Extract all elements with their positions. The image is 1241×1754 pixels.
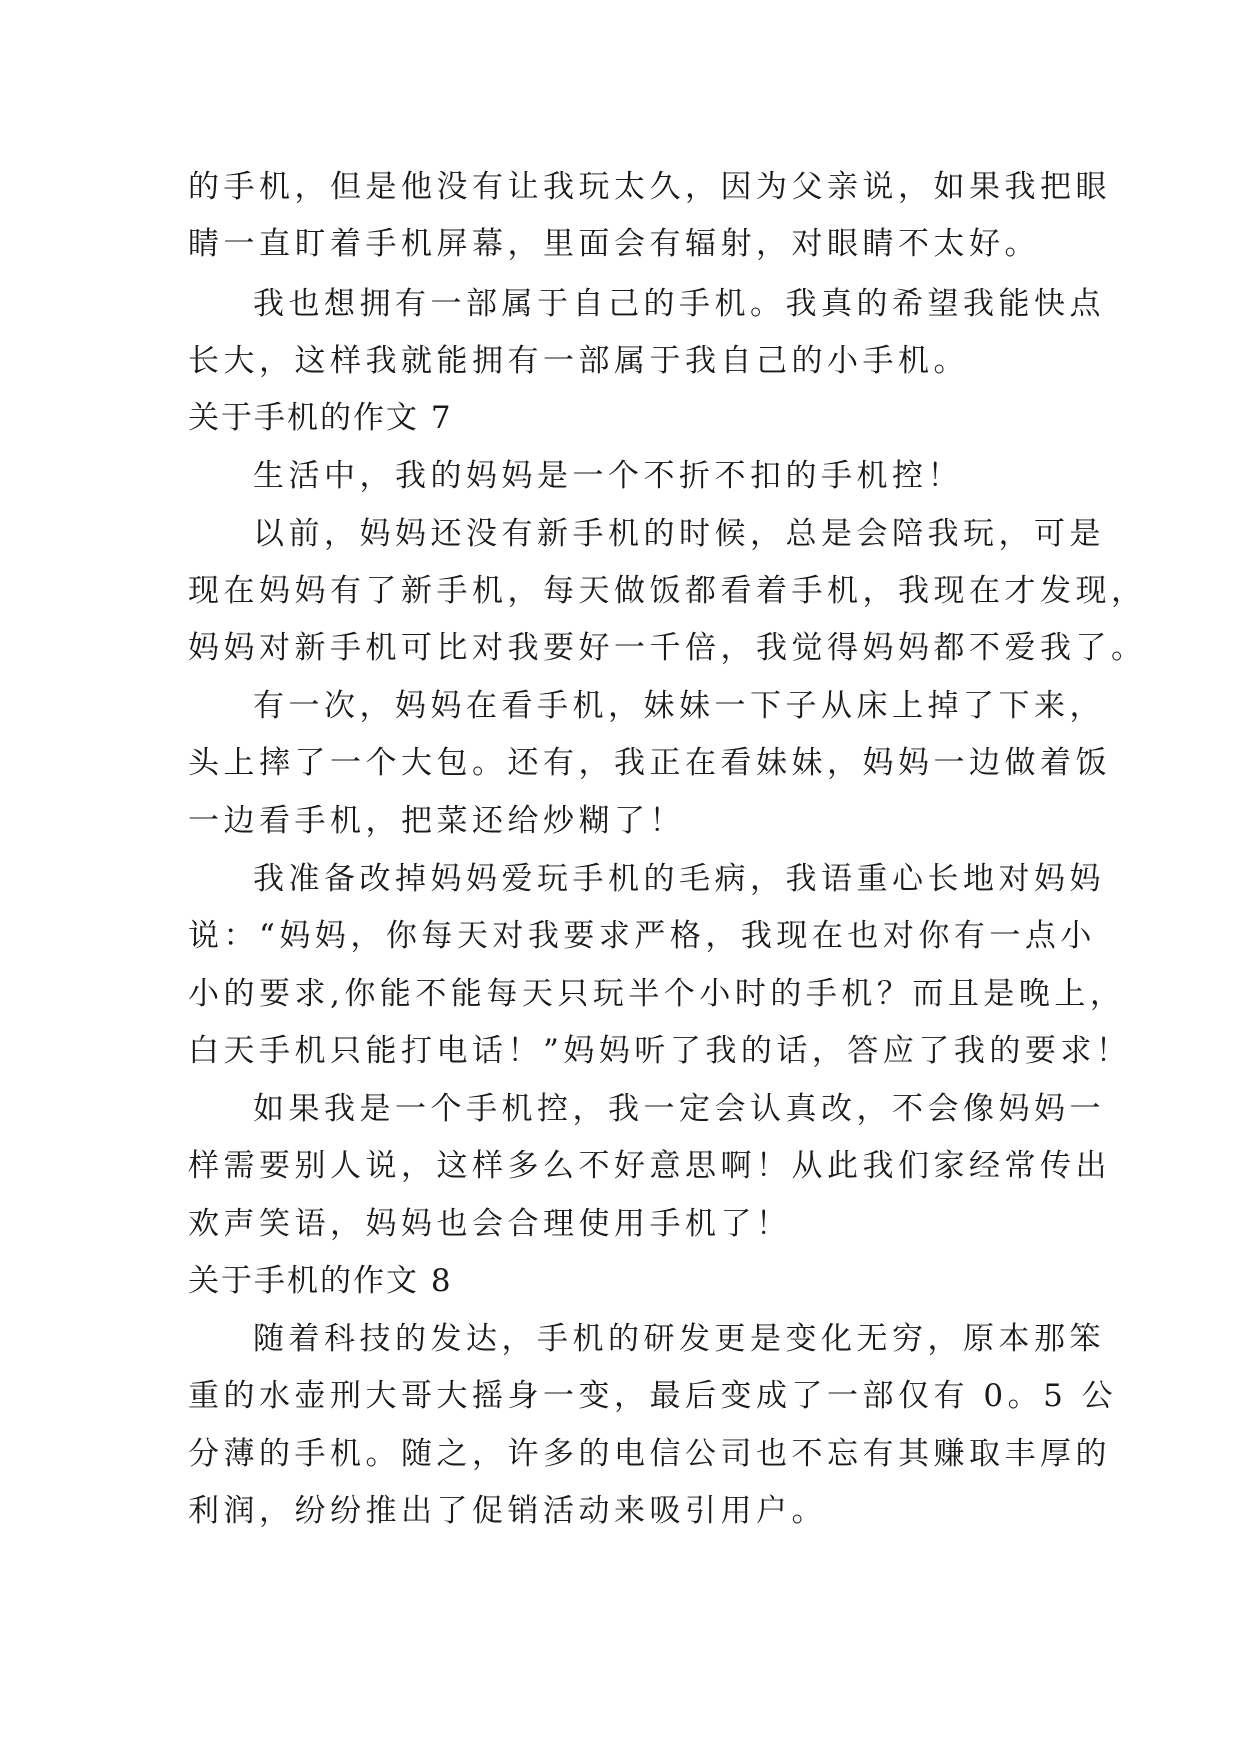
paragraph-line: 一边看手机，把菜还给炒糊了！	[188, 803, 685, 839]
paragraph-line: 长大，这样我就能拥有一部属于我自己的小手机。	[188, 343, 969, 379]
section-heading: 关于手机的作文 8	[188, 1263, 453, 1299]
paragraph-line: 小的要求,你能不能每天只玩半个小时的手机？而且是晚上，	[188, 976, 1126, 1012]
section-heading: 关于手机的作文 7	[188, 400, 453, 436]
paragraph-line: 头上摔了一个大包。还有，我正在看妹妹，妈妈一边做着饭	[188, 745, 1111, 781]
paragraph-line: 分薄的手机。随之，许多的电信公司也不忘有其赚取丰厚的	[188, 1436, 1111, 1472]
paragraph-line: 随着科技的发达，手机的研发更是变化无穷，原本那笨	[253, 1321, 1105, 1357]
paragraph-line: 有一次，妈妈在看手机，妹妹一下子从床上掉了下来，	[253, 688, 1105, 724]
paragraph-line: 利润，纷纷推出了促销活动来吸引用户。	[188, 1493, 827, 1529]
paragraph-line: 妈妈对新手机可比对我要好一千倍，我觉得妈妈都不爱我了。	[188, 630, 1147, 666]
paragraph-line: 以前，妈妈还没有新手机的时候，总是会陪我玩，可是	[253, 516, 1105, 552]
paragraph-line: 生活中，我的妈妈是一个不折不扣的手机控！	[253, 458, 963, 494]
paragraph-line: 我也想拥有一部属于自己的手机。我真的希望我能快点	[253, 286, 1105, 322]
paragraph-line: 样需要别人说，这样多么不好意思啊！从此我们家经常传出	[188, 1148, 1111, 1184]
paragraph-line: 重的水壶刑大哥大摇身一变，最后变成了一部仅有 0。5 公	[188, 1378, 1118, 1414]
paragraph-line: 欢声笑语，妈妈也会合理使用手机了！	[188, 1206, 792, 1242]
paragraph-line: 白天手机只能打电话！”妈妈听了我的话，答应了我的要求！	[188, 1033, 1132, 1069]
paragraph-line: 我准备改掉妈妈爱玩手机的毛病，我语重心长地对妈妈	[253, 861, 1105, 897]
paragraph-line: 说：“妈妈，你每天对我要求严格，我现在也对你有一点小	[188, 918, 1096, 954]
paragraph-line: 的手机，但是他没有让我玩太久，因为父亲说，如果我把眼	[188, 169, 1111, 205]
paragraph-line: 睛一直盯着手机屏幕，里面会有辐射，对眼睛不太好。	[188, 226, 1040, 262]
paragraph-line: 如果我是一个手机控，我一定会认真改，不会像妈妈一	[253, 1091, 1105, 1127]
paragraph-line: 现在妈妈有了新手机，每天做饭都看着手机，我现在才发现，	[188, 573, 1147, 609]
